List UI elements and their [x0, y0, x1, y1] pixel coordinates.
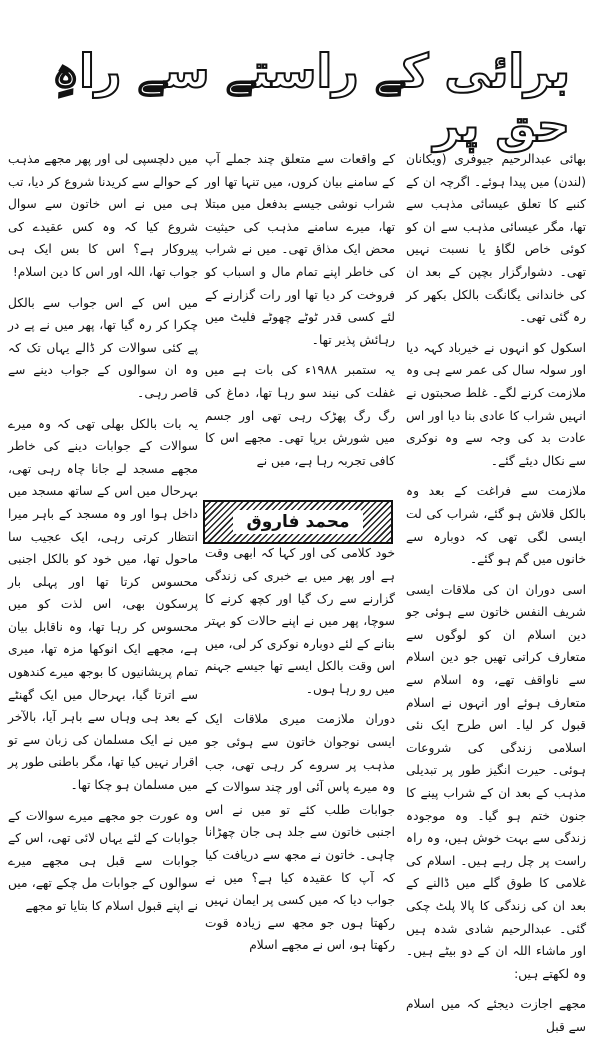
paragraph: اسی دوران ان کی ملاقات ایسی شریف النفس خاتون سے ہوئی جو دین اسلام ان کو لوگوں سے متعارف کراتی تھیں جو دین اسلام سے ناواقف تھے، وہ اسلام سے متعارف ہوئے اور انہوں نے اسلام قبول کر لیا۔ اس طرح ایک نئی اسلامی زندگی کی شروعات ہوئی۔ حیرت انگیز طور پر تبدیلی مذہب کے بعد ان کے شراب پینے کا جنون ختم ہو گیا۔ وہ موجودہ زندگی سے بہت خوش ہیں، وہ راہ راست پر چل رہے ہیں۔ اسلام کی غلامی کا طوق گلے میں ڈالنے کے بعد ان کی زندگی کا پالا پلٹ چکی گئی۔ عبدالرحیم شادی شدہ ہیں اور ماشاء اللہ ان کے دو بیٹے ہیں۔ وہ لکھتے ہیں: — [406, 582, 586, 981]
paragraph: مجھے اجازت دیجئے کہ میں اسلام سے قبل — [406, 997, 586, 1034]
headline-text: برائی کے راستے سے راہِ حق پر — [52, 44, 570, 152]
paragraph: بھائی عبدالرحیم جیوفری (ویکانان (لندن) میں پیدا ہوئے۔ اگرچہ ان کے کنبے کا تعلق عیسائی مذہب سے تھا، مگر عیسائی مذہب سے ان کو کوئی خاص لگاؤ یا نسبت نہیں تھی۔ دشوارگزار بچپن کے بعد ان کی خاندانی یگانگت بالکل بکھر کر رہ گئی تھی۔ — [406, 152, 586, 325]
paragraph: ملازمت سے فراغت کے بعد وہ بالکل قلاش ہو گئے، شراب کی لت ایسی لگی تھی کہ دوبارہ سے خانوں میں گم ہو گئے۔ — [406, 484, 586, 567]
author-byline — [203, 500, 393, 544]
paragraph: یہ بات بالکل بھلی تھی کہ وہ میرے سوالات کے جوابات دینے کی خاطر مجھے مسجد لے جانا چاہ رہی تھی، بہرحال میں اس کے ساتھ مسجد میں داخل ہوا اور وہ مسجد کے باہر میرا انتظار کرتی رہی، ایک عجیب سا ماحول تھا، میں خود کو بالکل اجنبی محسوس کرتا تھا اور پہلی بار پرسکون بھی، اس لذت کو میں محسوس کر رہا تھا، وہ ناقابل بیان ہے، مجھے ایک انوکھا مزہ تھا، میری تمام پریشانیوں کا بوجھ میرے کندھوں سے اترتا گیا، بہرحال میں ایک گھنٹے کے بعد ہی وہاں سے باہر آیا، بالآخر میں نے ایک مسلمان کی زبان سے تو اقرار نہیں کیا تھا، مگر باطنی طور پر میں مسلمان ہو چکا تھا۔ — [8, 416, 198, 793]
paragraph: دوران ملازمت میری ملاقات ایک ایسی نوجوان خاتون سے ہوئی جو مذہب پر سروے کر رہی تھی، جب وہ میرے پاس آئی اور چند سوالات کے جوابات طلب کئے تو میں نے اس اجنبی خاتون سے جلد ہی جان چھڑانا چاہی۔ خاتون نے مجھ سے دریافت کیا کہ آپ کا عقیدہ کیا ہے؟ میں نے جواب دیا کہ میں کسی پر ایمان نہیں رکھتا ہوں جو مجھ سے زیادہ قوت رکھتا ہو، اس نے مجھے اسلام — [205, 712, 395, 953]
paragraph: وہ عورت جو مجھے میرے سوالات کے جوابات کے لئے یہاں لائی تھی، اس کے جوابات سے قبل ہی مجھے میرے سوالوں کے جوابات مل چکے تھے، میں نے اپنے قبول اسلام کا بتایا تو مجھے — [8, 808, 198, 913]
article-column-right — [406, 148, 586, 1039]
paragraph: میں اس کے اس جواب سے بالکل چکرا کر رہ گیا تھا، پھر میں نے پے در پے کئی سوالات کر ڈالے یہاں تک کہ وہ ان سوالوں کے جواب دینے سے قاصر رہی۔ — [8, 295, 198, 400]
paragraph: اسکول کو انہوں نے خیرباد کہہ دیا اور سولہ سال کی عمر سے ہی وہ ملازمت کرنے لگے۔ غلط صحبتوں نے انہیں شراب کا عادی بنا دیا اور اس عادت بد کی وجہ سے وہ نوکری سے نکال دیئے گئے۔ — [406, 340, 586, 468]
article-column-left — [8, 148, 198, 918]
author-name: محمد فاروق — [233, 510, 364, 534]
paragraph: یہ ستمبر ۱۹۸۸ء کی بات ہے میں غفلت کی نیند سو رہا تھا، دماغ کی رگ رگ پھڑک رہی تھی اور جسم میں شورش برپا تھی۔ مجھے اس کا کافی تجربہ رہا ہے، میں نے — [205, 363, 395, 468]
article-headline — [20, 44, 570, 152]
paragraph: خود کلامی کی اور کہا کہ ابھی وقت ہے اور پھر میں بے خبری کی زندگی گزارنے سے رک گیا اور کچھ کرنے کا سوچا، پھر میں نے اپنے حالات کو بہتر بنانے کے لئے دوبارہ نوکری کر لی، میں اس وقت بالکل ایسے تھا جیسے جہنم میں رو رہا ہوں۔ — [205, 546, 395, 696]
paragraph: میں دلچسپی لی اور پھر مجھے مذہب کے حوالے سے کریدنا شروع کر دیا، تب ہی میں نے اس خاتون سے سوال شروع کیا کہ وہ کس عقیدے کی پیروکار ہے؟ اس کا بس ایک ہی جواب تھا، اللہ اور اس کا دین اسلام! — [8, 152, 198, 279]
article-column-middle — [205, 148, 395, 957]
paragraph: کے واقعات سے متعلق چند جملے آپ کے سامنے بیان کروں، میں تنہا تھا اور شراب نوشی جیسے بدفعل میں مبتلا تھا، میرے سامنے مذہب کی حیثیت محض ایک مذاق تھی۔ میں نے شراب کی خاطر اپنے تمام مال و اسباب کو فروخت کر دیا تھا اور رات گزارنے کے لئے کسی قدر ٹوٹے چھوٹے فلیٹ میں رہائش پذیر تھا۔ — [205, 152, 395, 347]
